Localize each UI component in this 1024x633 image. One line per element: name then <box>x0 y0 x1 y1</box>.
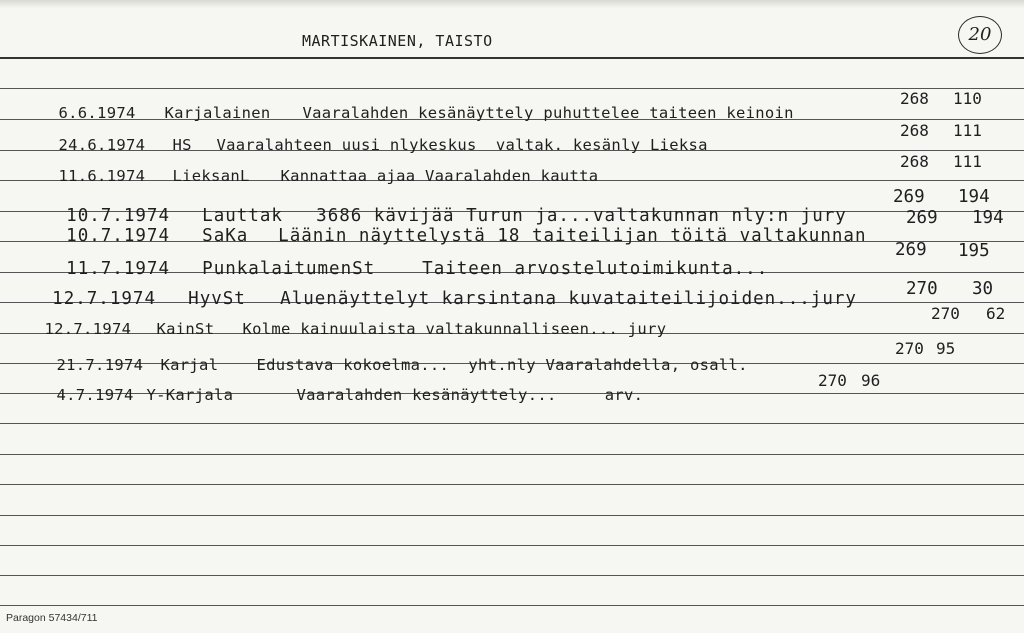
entry-text: Aluenäyttelyt karsintana kuvataiteilijoiden...jury <box>280 289 857 309</box>
ruled-line <box>0 515 1024 516</box>
entry-source: Y-Karjala <box>146 386 234 404</box>
entry-number: 95 <box>936 339 956 358</box>
entry-date: 12.7.1974 <box>44 320 132 338</box>
entry-date: 6.6.1974 <box>58 104 136 122</box>
entry-page: 269 <box>893 187 925 207</box>
entry-date: 21.7.1974 <box>56 356 144 374</box>
ruled-line <box>0 545 1024 546</box>
card-footer: Paragon 57434/711 <box>6 612 98 624</box>
entry-text: Läänin näyttelystä 18 taiteilijan töitä valtakunnan <box>278 226 867 246</box>
entry-date: 10.7.1974 <box>66 226 170 246</box>
entry-page: 268 <box>900 152 929 171</box>
page-number-circle: 20 <box>958 16 1002 54</box>
clipping-entry <box>18 368 643 422</box>
entry-page: 269 <box>906 208 938 228</box>
entry-source: Lauttak <box>202 206 283 226</box>
entry-number: 111 <box>953 152 982 171</box>
entry-source: SaKa <box>202 226 249 246</box>
entry-text: Vaaralahden kesänäyttely... arv. <box>296 386 644 404</box>
ruled-line <box>0 423 1024 424</box>
entry-source: PunkalaitumenSt <box>202 259 376 279</box>
entry-date: 11.7.1974 <box>66 259 170 279</box>
entry-number: 62 <box>986 304 1006 323</box>
header-rule <box>0 57 1024 59</box>
entry-text: Edustava kokoelma... yht.nly Vaaralahdella, osall. <box>256 356 748 374</box>
ruled-line <box>0 605 1024 606</box>
ruled-line <box>0 454 1024 455</box>
entry-source: Karjal <box>160 356 219 374</box>
entry-page: 268 <box>900 121 929 140</box>
entry-source: HS <box>172 136 192 154</box>
ruled-line <box>0 575 1024 576</box>
entry-page: 270 <box>818 371 847 390</box>
entry-number: 96 <box>861 371 881 390</box>
entry-text: Kolme kainuulaista valtakunnalliseen... jury <box>242 320 667 338</box>
card-top-edge <box>0 0 1024 8</box>
entry-date: 12.7.1974 <box>52 289 156 309</box>
entry-number: 110 <box>953 89 982 108</box>
entry-date: 4.7.1974 <box>56 386 134 404</box>
entry-number: 194 <box>958 187 990 207</box>
entry-source: LieksanL <box>172 167 250 185</box>
entry-number: 30 <box>972 279 994 299</box>
entry-date: 10.7.1974 <box>66 206 170 226</box>
entry-text: 3686 kävijää Turun ja...valtakunnan nly:n jury <box>316 206 847 226</box>
entry-page: 269 <box>895 240 927 260</box>
entry-page: 268 <box>900 89 929 108</box>
entry-page: 270 <box>895 339 924 358</box>
card-title: MARTISKAINEN, TAISTO <box>302 32 493 50</box>
entry-text: Kannattaa ajaa Vaaralahden kautta <box>280 167 599 185</box>
entry-number: 111 <box>953 121 982 140</box>
entry-page: 270 <box>906 279 938 299</box>
entry-text: Taiteen arvostelutoimikunta... <box>422 259 769 279</box>
entry-page: 270 <box>931 304 960 323</box>
entry-number: 194 <box>972 208 1004 228</box>
entry-source: KainSt <box>156 320 215 338</box>
entry-text: Vaaralahden kesänäyttely puhuttelee taiteen keinoin <box>302 104 794 122</box>
entry-number: 195 <box>958 241 990 261</box>
entry-date: 11.6.1974 <box>58 167 146 185</box>
entry-text: Vaaralahteen uusi nlykeskus valtak. kesänly Lieksa <box>216 136 708 154</box>
entry-source: HyvSt <box>188 289 246 309</box>
ruled-line <box>0 484 1024 485</box>
entry-source: Karjalainen <box>164 104 271 122</box>
entry-date: 24.6.1974 <box>58 136 146 154</box>
